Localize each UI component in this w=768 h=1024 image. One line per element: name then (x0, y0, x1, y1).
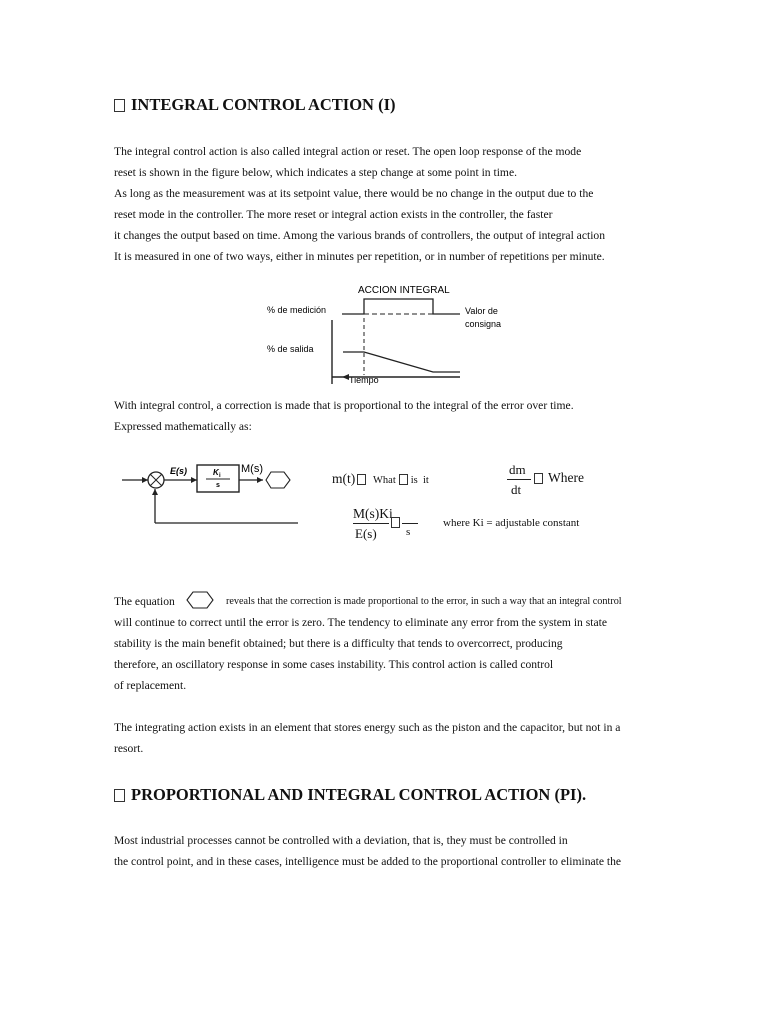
ki-denominator: s (406, 526, 411, 538)
measurement-signal (342, 299, 460, 314)
block-denominator: s (216, 482, 220, 489)
bullet-icon (114, 789, 125, 802)
transfer-denominator: E(s) (355, 526, 377, 541)
paragraph-line: reset is shown in the figure below, which indicates a step change at some point in time. (114, 166, 517, 179)
label-setpoint: Valor de (465, 306, 498, 316)
paragraph-line: reveals that the correction is made proportional to the error, in such a way that an integral control (226, 596, 622, 607)
equation-where: Where (534, 470, 584, 486)
symbol-icon (391, 517, 400, 528)
paragraph-line: resort. (114, 742, 144, 755)
symbol-icon (399, 474, 408, 485)
paragraph-line: it changes the output based on time. Among the various brands of controllers, the output of integral action (114, 229, 606, 242)
constant-note: where Ki = adjustable constant (443, 517, 580, 529)
paragraph-line: The integral control action is also called integral action or reset. The open loop response of the mode (114, 145, 582, 158)
input-label: E(s) (170, 466, 188, 476)
block-subscript: i (219, 473, 221, 479)
fraction-bar (507, 479, 531, 480)
paragraph-line: the control point, and in these cases, intelligence must be added to the proportional controller to eliminate the (114, 855, 622, 868)
paragraph-line: will continue to correct until the error is zero. The tendency to eliminate any error from the system in state (114, 616, 608, 629)
symbol-icon (534, 473, 543, 484)
paragraph-line: Expressed mathematically as: (114, 420, 252, 433)
paragraph-line: The equation (114, 595, 175, 608)
equation-text: What is it (373, 475, 429, 486)
paragraph-line: The integrating action exists in an element that stores energy such as the piston and the capacitor, but not in a (114, 721, 621, 734)
equation-icon (266, 472, 290, 488)
equation-lhs: m(t) (332, 471, 366, 487)
paragraph-line: It is measured in one of two ways, either in minutes per repetition, or in number of repetitions per minute. (114, 250, 605, 263)
paragraph-line: As long as the measurement was at its setpoint value, there would be no change in the output due to the (114, 187, 594, 200)
arrow-icon (142, 477, 148, 483)
figure-title: ACCION INTEGRAL (358, 285, 450, 296)
paragraph-line: therefore, an oscillatory response in some cases instability. This control action is called control (114, 658, 554, 671)
bullet-icon (114, 99, 125, 112)
output-label: M(s) (241, 463, 263, 475)
arrow-icon (152, 489, 158, 495)
label-output: % de salida (267, 344, 314, 354)
paragraph-line: With integral control, a correction is made that is proportional to the integral of the error over time. (114, 399, 574, 412)
derivative-denominator: dt (511, 482, 522, 497)
integral-action-figure (260, 280, 520, 392)
fraction-bar (402, 523, 418, 524)
arrow-icon (191, 477, 197, 483)
symbol-icon (357, 474, 366, 485)
label-time: Tiempo (349, 375, 379, 385)
section-heading (114, 95, 396, 115)
block-numerator: K (213, 468, 219, 477)
paragraph-line: of replacement. (114, 679, 187, 692)
label-setpoint: consigna (465, 319, 502, 329)
output-signal (343, 352, 460, 372)
paragraph-line: stability is the main benefit obtained; but there is a difficulty that tends to overcorrect, producing (114, 637, 563, 650)
heading-text: PROPORTIONAL AND INTEGRAL CONTROL ACTION (PI). (131, 785, 587, 804)
arrow-icon (342, 374, 349, 380)
equation-icon (185, 589, 215, 611)
arrow-icon (257, 477, 263, 483)
heading-text: INTEGRAL CONTROL ACTION (I) (131, 95, 396, 114)
label-measurement: % de medición (267, 305, 327, 315)
transfer-numerator: M(s)Ki (353, 506, 393, 521)
derivative-numerator: dm (509, 462, 526, 477)
paragraph-line: Most industrial processes cannot be controlled with a deviation, that is, they must be controlled in (114, 834, 568, 847)
paragraph-line: reset mode in the controller. The more reset or integral action exists in the controller, the faster (114, 208, 553, 221)
block-diagram (118, 455, 303, 530)
fraction-bar (353, 523, 389, 524)
section-heading (114, 785, 586, 805)
